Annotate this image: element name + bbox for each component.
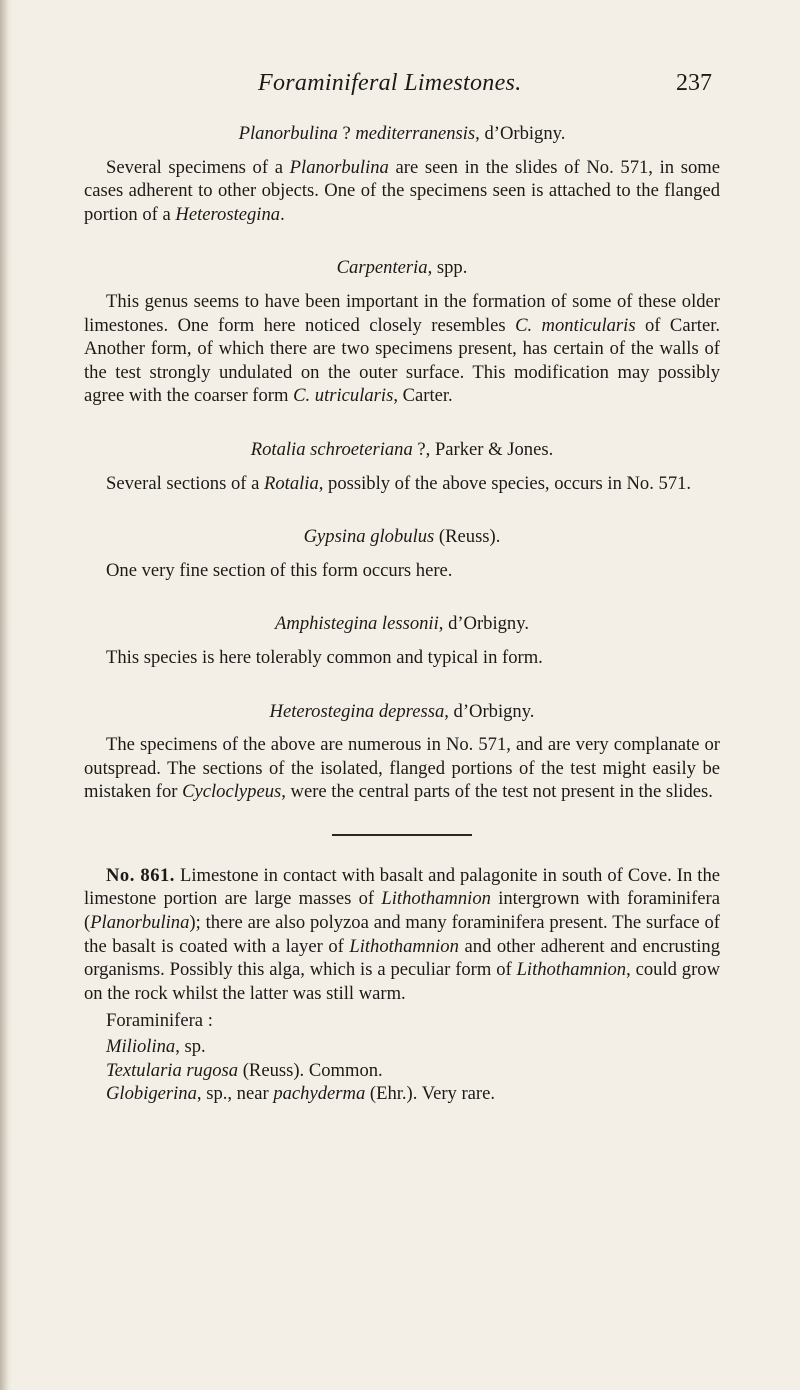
foraminifera-text: (Ehr.). Very rare.	[365, 1083, 496, 1105]
description-taxon-name: C. utricularis	[293, 385, 394, 407]
species-qualifier: ?, Parker & Jones.	[412, 438, 554, 460]
foraminifera-text: , sp., near	[196, 1083, 274, 1105]
description-text: , possibly of the above species, occurs in No. 571.	[318, 472, 692, 494]
species-name: Amphistegina lessonii	[275, 613, 439, 635]
species-epithet: mediterranensis	[350, 123, 476, 144]
species-name: Planorbulina	[238, 123, 338, 144]
species-name: Gypsina globulus	[303, 526, 435, 548]
foraminifera-list-item	[106, 1059, 720, 1083]
description-text: , Carter.	[393, 385, 453, 407]
specimen-861-description	[84, 864, 720, 1006]
species-heading	[84, 256, 720, 280]
description-text: The specimens of the above are numerous in No. 571, and are very complanate or outspread. The sections of the isolated, flanged portions of the test might easily be mistaken for	[84, 734, 720, 803]
specimen-text: intergrown with foraminifera (	[84, 888, 720, 934]
description-text: are seen in the slides of No. 571, in some cases adherent to other objects. One of the specimens seen is attached to the flanged portion of a	[84, 156, 720, 225]
species-heading	[84, 525, 720, 549]
species-qualifier: , d’Orbigny.	[444, 700, 535, 722]
species-name: Rotalia schroeteriana	[250, 438, 413, 460]
running-head	[258, 70, 712, 104]
description-taxon-name: Cycloclypeus	[182, 781, 282, 803]
specimen-861-text	[84, 865, 720, 1004]
species-description	[84, 646, 720, 670]
description-taxon-name: Planorbulina	[289, 156, 389, 178]
specimen-861	[84, 864, 720, 1106]
foraminifera-label: Foraminifera :	[106, 1010, 213, 1032]
species-author: , d’Orbigny.	[475, 123, 566, 144]
foraminifera-taxon-name: Miliolina	[106, 1036, 176, 1058]
description-text: .	[280, 203, 285, 225]
running-title: Foraminiferal Limestones.	[258, 70, 522, 96]
species-qualifier: , d’Orbigny.	[438, 613, 529, 635]
species-name: Heterostegina depressa	[269, 700, 445, 722]
species-qualifier: ?	[337, 123, 351, 144]
description-text: This species is here tolerably common and typical in form.	[106, 646, 543, 668]
specimen-text: , could grow on the rock whilst the latter was still warm.	[84, 959, 721, 1004]
section-divider	[332, 834, 472, 836]
specimen-text: ); there are also polyzoa and many foraminifera present. The surface of the basalt is coated with a layer of	[84, 912, 720, 957]
description-text: Several specimens of a	[106, 156, 290, 178]
species-heading	[84, 612, 720, 636]
specimen-taxon-name: Planorbulina	[90, 912, 190, 934]
specimen-text: Limestone in contact with basalt and palagonite in south of Cove. In the limestone portion are large masses of	[84, 864, 720, 910]
species-description	[84, 156, 720, 227]
specimen-taxon-name: Lithothamnion	[516, 959, 627, 981]
description-text: , were the central parts of the test not present in the slides.	[281, 781, 713, 803]
description-text: of Carter. Another form, of which there are two specimens present, has certain of the walls of the test strongly undulated on the outer surface. This modification may possibly agree with the coarser form	[84, 314, 721, 407]
page-gutter-shadow	[0, 0, 12, 1390]
description-taxon-name: Rotalia	[264, 472, 319, 494]
description-taxon-name: Heterostegina	[175, 203, 281, 225]
page-number: 237	[676, 70, 712, 96]
species-name: Carpenteria	[336, 257, 428, 279]
foraminifera-taxon-name: Textularia rugosa	[106, 1059, 239, 1081]
description-text: Several sections of a	[106, 472, 264, 494]
specimen-taxon-name: Lithothamnion	[349, 935, 459, 957]
species-heading	[84, 438, 720, 462]
species-description	[84, 559, 720, 583]
foraminifera-text: , sp.	[175, 1036, 206, 1058]
description-text: This genus seems to have been important in the formation of some of these older limestones. One form here noticed closely resembles	[84, 290, 720, 336]
foraminifera-list-item	[106, 1082, 720, 1106]
page-content	[84, 122, 720, 1106]
specimen-text: and other adherent and encrusting organisms. Possibly this alga, which is a peculiar form of	[84, 935, 720, 981]
species-description	[84, 290, 720, 408]
foraminifera-list-item	[106, 1035, 720, 1059]
species-qualifier: (Reuss).	[434, 526, 501, 548]
specimen-number-label: No. 861.	[106, 864, 175, 886]
species-qualifier: , spp.	[427, 257, 468, 279]
foraminifera-text: (Reuss). Common.	[238, 1059, 383, 1081]
species-description	[84, 733, 720, 804]
species-heading	[84, 122, 720, 146]
description-taxon-name: C. monticularis	[515, 314, 636, 336]
species-heading	[84, 700, 720, 724]
specimen-taxon-name: Lithothamnion	[381, 888, 491, 910]
description-text: One very fine section of this form occurs here.	[106, 559, 453, 581]
species-description	[84, 472, 720, 496]
foraminifera-taxon-name: Globigerina	[106, 1083, 197, 1105]
foraminifera-taxon-name: pachyderma	[273, 1083, 366, 1105]
foraminifera-list	[106, 1035, 720, 1106]
species-sections	[84, 122, 720, 804]
